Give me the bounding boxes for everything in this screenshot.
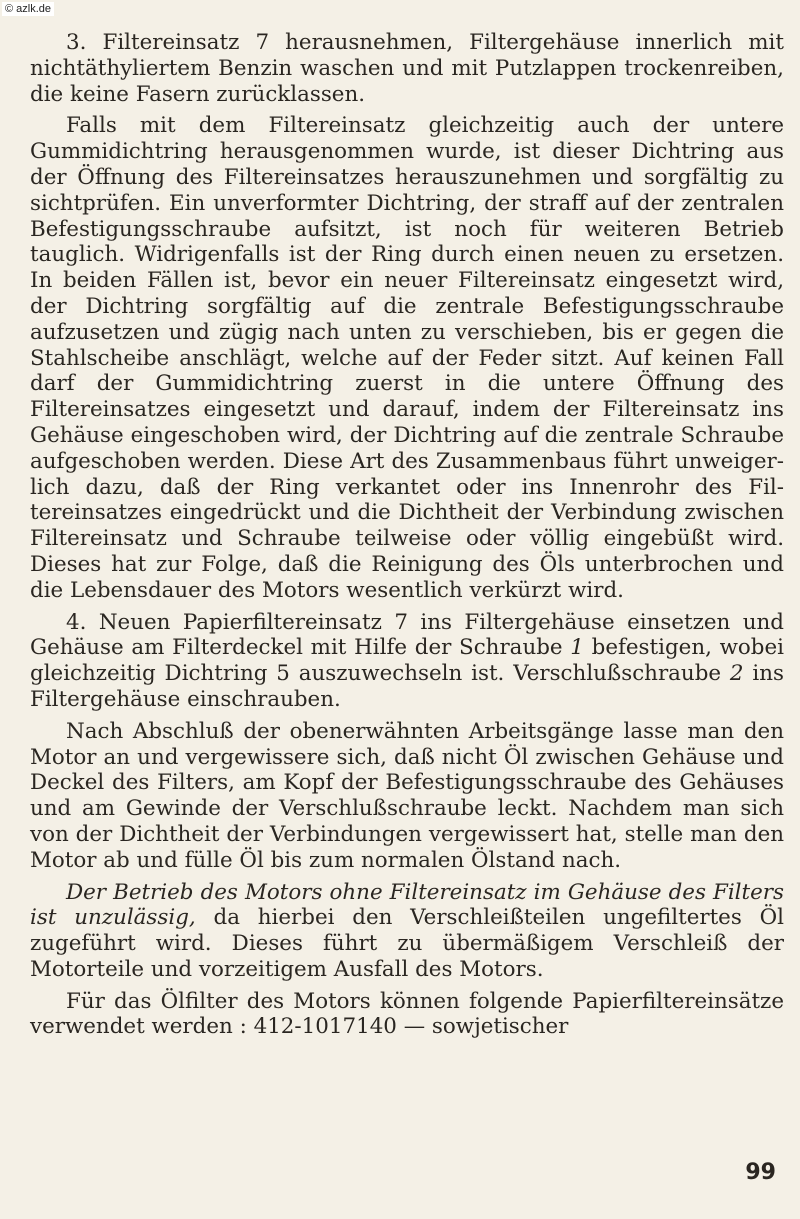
text-run: Falls mit dem Filtereinsatz gleichzeitig auch der untere Gummidichtring herausgenommen wurde, ist dieser Dichtring aus der Öffnung des Filtereinsatzes herauszunehmen und sorgfältig zu sichtprüfen. Ein unverformter Dichtring, der straff auf der zentralen Befestigungsschraube aufsitzt, ist noch für weiteren Betrieb tauglich. Widrigenfalls ist der Ring durch einen neuen zu ersetzen. In beiden Fällen ist, bevor ein neuer Filtereinsatz eingesetzt wird, der Dichtring sorgfältig auf die zentrale Befestigungsschraube aufzusetzen und zügig nach unten zu verschieben, bis er gegen die Stahlscheibe anschlägt, welche auf der Feder sitzt. Auf keinen Fall darf der Gummidichtring zuerst in die untere Öffnung des Filtereinsatzes eingesetzt und darauf, indem der Filtereinsatz ins Gehäuse eingeschoben wird, der Dichtring auf die zentrale Schraube aufgeschoben werden. Diese Art des Zusammenbaus führt unweigerlich dazu, daß der Ring verkantet oder ins Innenrohr des Filtereinsatzes eingedrückt und die Dichtheit der Verbindung zwischen Filtereinsatz und Schraube teilweise oder völlig eingebüßt wird. Dieses hat zur Folge, daß die Reinigung des Öls unterbrochen und die Lebensdauer des Motors wesentlich verkürzt wird. <box>30 113 784 603</box>
emphasized-text: Der Betrieb des Motors ohne Filtereinsatz im Gehäuse des Filters ist unzulässig, <box>30 879 784 931</box>
body-text <box>30 30 784 1046</box>
text-run: Nach Abschluß der obenerwähnten Arbeitsgänge lasse man den Motor an und vergewissere sich, daß nicht Öl zwischen Gehäuse und Deckel des Filters, am Kopf der Befestigungsschraube des Gehäuses und am Gewinde der Verschlußschraube leckt. Nachdem man sich von der Dichtheit der Verbindungen vergewissert hat, stelle man den Motor ab und fülle Öl bis zum normalen Ölstand nach. <box>30 718 784 873</box>
paragraph-engine-check <box>30 719 784 874</box>
paragraph-sealing-ring <box>30 113 784 603</box>
page-number: 99 <box>745 1160 776 1185</box>
paragraph-warning <box>30 880 784 983</box>
copyright-watermark: © azlk.de <box>2 2 54 16</box>
emphasized-text: 2 <box>729 661 744 687</box>
text-run: befestigen, wobei gleichzeitig Dichtring 5 auszuwechseln ist. Verschlußschraube <box>30 635 784 687</box>
text-run: 3. Filtereinsatz 7 herausnehmen, Filtergehäuse innerlich mit nichtäthyliertem Benzin waschen und mit Putzlappen trockenreiben, die keine Fasern zurücklassen. <box>30 30 784 107</box>
text-run: Für das Ölfilter des Motors können folgende Papierfiltereinsätze verwendet werden : 412-1017140 — sowjetischer <box>30 988 784 1040</box>
text-run: ins Filtergehäuse einschrauben. <box>30 661 784 712</box>
paragraph-step-4 <box>30 610 784 713</box>
text-run: 4. Neuen Papierfiltereinsatz 7 ins Filtergehäuse einsetzen und Gehäuse am Filterdeckel mit Hilfe der Schraube <box>30 609 784 661</box>
paragraph-filter-types <box>30 989 784 1041</box>
emphasized-text: 1 <box>570 635 584 661</box>
text-run: da hierbei den Verschleißteilen ungefiltertes Öl zugeführt wird. Dieses führt zu übermäßigem Verschleiß der Motorteile und vorzeitigem Ausfall des Motors. <box>30 905 784 982</box>
paragraph-step-3 <box>30 30 784 107</box>
